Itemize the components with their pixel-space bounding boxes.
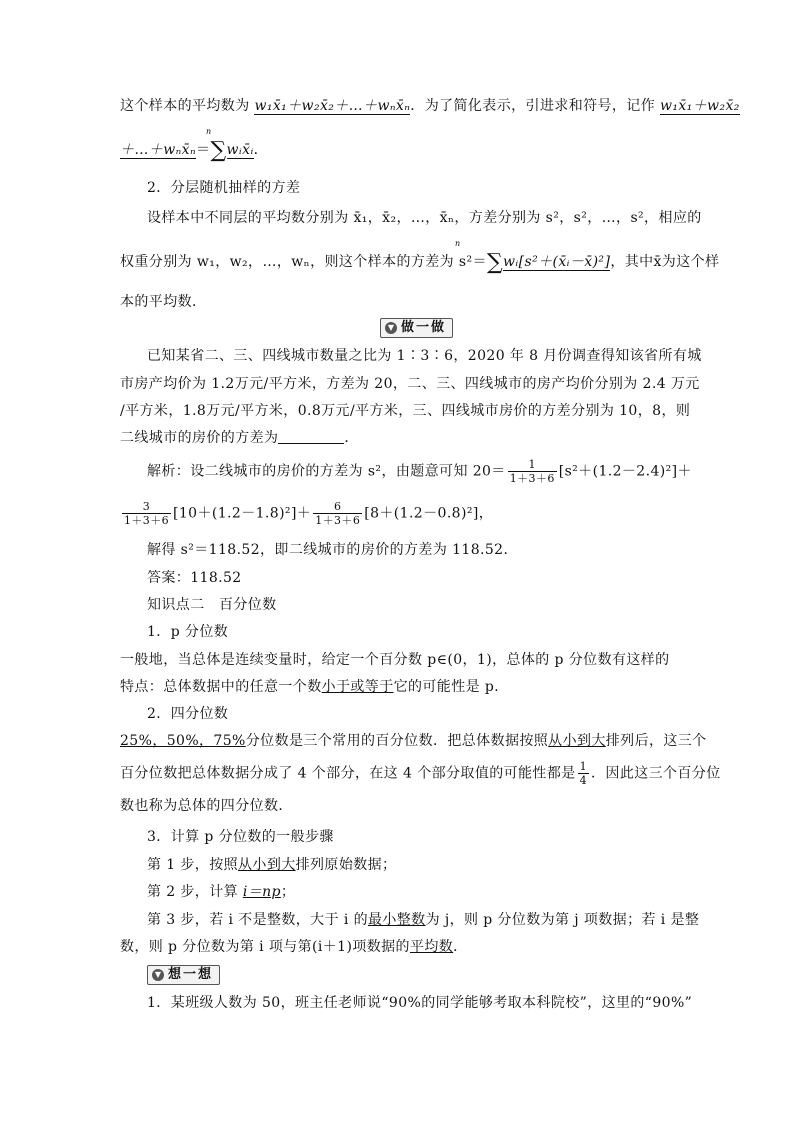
- chevron-down-icon: ▼: [152, 969, 164, 981]
- subheading-steps: 3．计算 p 分位数的一般步骤: [147, 829, 334, 845]
- formula-sum-part: ＋…＋wₙx̄ₙ: [120, 142, 197, 158]
- line-variance-2: [120, 239, 720, 276]
- subheading-quartiles: 2．四分位数: [147, 706, 229, 722]
- badge-label: 做一做: [401, 320, 447, 335]
- answer-blank: [278, 429, 344, 444]
- text: ．因此这三个百分位: [591, 765, 721, 782]
- text: 权重分别为 w₁，w₂，…，wₙ，则这个样本的方差为 s²＝: [120, 254, 487, 270]
- text: [s²＋(1.2－2.4)²]＋: [558, 463, 692, 480]
- text: 百分位数把总体数据分成了 4 个部分，在这 4 个部分取值的可能性都是: [120, 765, 576, 782]
- fraction-denominator: 1＋3＋6: [124, 514, 169, 527]
- fraction-numerator: 1: [508, 458, 557, 472]
- chevron-down-icon: ▼: [385, 322, 397, 334]
- underlined-term: 平均数: [409, 939, 454, 955]
- fraction-denominator: 4: [579, 774, 588, 787]
- text: [8＋(1.2－0.8)²]，: [364, 505, 494, 522]
- underlined-formula: i＝np: [242, 884, 281, 900]
- equals: ＝: [196, 142, 211, 158]
- quartile-line-2: [120, 760, 721, 788]
- text: ．: [253, 142, 269, 158]
- text: ．: [344, 430, 359, 446]
- text: 它的可能性是 p．: [393, 679, 509, 695]
- formula-variance: wᵢ[s²＋(x̄ᵢ－x̄)²]: [503, 254, 611, 270]
- quantile-line-2: [120, 677, 678, 697]
- text: 二线城市的房价的方差为: [120, 430, 279, 446]
- solution-line-1: [147, 458, 692, 488]
- text: 为 j，则 p 分位数为第 j 项数据；若 i 是整: [425, 912, 700, 928]
- step-3-continued: [120, 937, 678, 957]
- underlined-term: 25%，50%，75%: [120, 733, 246, 749]
- sum-upper-limit: n: [455, 239, 461, 248]
- sigma-symbol: ∑: [210, 138, 227, 163]
- badge-think-about-it: [147, 965, 220, 985]
- quartile-line-3: 数也称为总体的四分位数．: [120, 798, 293, 814]
- problem-line-2: 市房产均价为 1.2万元/平方米，方差为 20，二、三、四线城市的房产均价分别为 2.4 万元: [120, 376, 700, 392]
- fraction-numerator: 3: [122, 500, 171, 514]
- fraction: [313, 500, 362, 527]
- text: 排列原始数据；: [295, 857, 397, 873]
- line-mean-formula: [120, 96, 740, 116]
- text: 解析：设二线城市的房价的方差为 s²，由题意可知 20＝: [147, 463, 506, 480]
- underlined-term: 小于或等于: [321, 679, 394, 695]
- quartile-line-1: [120, 731, 707, 751]
- text: 分位数是三个常用的百分位数．把总体数据按照: [245, 733, 549, 749]
- problem-line-4: [120, 428, 678, 448]
- underlined-term: 从小到大: [548, 733, 606, 749]
- text: 第 1 步，按照: [147, 857, 239, 873]
- fraction: [508, 458, 557, 485]
- formula-summand: wᵢx̄ᵢ: [226, 142, 254, 158]
- sigma-symbol: ∑: [486, 250, 504, 275]
- step-1: [147, 855, 678, 875]
- answer-line: 答案：118.52: [147, 570, 242, 586]
- text: ，其中x̄为这个样: [610, 254, 720, 270]
- heading-knowledge-point-2: 知识点二 百分位数: [147, 597, 277, 613]
- badge-label: 想一想: [168, 967, 214, 982]
- fraction: [122, 500, 171, 527]
- underlined-term: 从小到大: [238, 857, 296, 873]
- text: 第 3 步，若 i 不是整数，大于 i 的: [147, 912, 368, 928]
- fraction-numerator: 1: [579, 760, 588, 773]
- text: 这个样本的平均数为: [120, 98, 255, 114]
- solution-line-3: 解得 s²＝118.52，即二线城市的房价的方差为 118.52．: [147, 542, 518, 558]
- text: 特点：总体数据中的任意一个数: [120, 679, 322, 695]
- step-2: [147, 882, 678, 902]
- sum-upper-limit: n: [206, 127, 212, 136]
- formula-mean: w₁x̄₁＋w₂x̄₂＋…＋wₙx̄ₙ: [254, 98, 411, 114]
- fraction-denominator: 1＋3＋6: [509, 472, 555, 485]
- text: ．为了简化表示，引进求和符号，记作: [410, 98, 660, 114]
- formula-sum-part: w₁x̄₁＋w₂x̄₂: [659, 98, 740, 114]
- line-variance-1: 设样本中不同层的平均数分别为 x̄₁，x̄₂，…，x̄ₙ，方差分别为 s²，s²，…，s²，相应的: [147, 210, 702, 226]
- fraction-numerator: 6: [313, 500, 362, 514]
- question-line-1: 1．某班级人数为 50，班主任老师说“90%的同学能够考取本科院校”，这里的“90%”: [147, 995, 693, 1011]
- subheading-stratified-variance: 2．分层随机抽样的方差: [147, 180, 301, 196]
- problem-line-3: /平方米，1.8万元/平方米，0.8万元/平方米，三、四线城市房价的方差分别为 10，8，则: [120, 403, 691, 419]
- problem-line-1: 已知某省二、三、四线城市数量之比为 1∶3∶6，2020 年 8 月份调查得知该省所有城: [147, 348, 702, 364]
- fraction: [578, 760, 589, 787]
- text: [10＋(1.2－1.8)²]＋: [173, 505, 312, 522]
- text: 排列后，这三个: [605, 733, 707, 749]
- line-sum-notation: [120, 127, 678, 164]
- line-variance-3: 本的平均数．: [120, 294, 207, 310]
- text: 第 2 步，计算: [147, 884, 243, 900]
- fraction-denominator: 1＋3＋6: [315, 514, 361, 527]
- subheading-p-quantile: 1．p 分位数: [147, 624, 229, 640]
- quantile-line-1: 一般地，当总体是连续变量时，给定一个百分数 p∈(0，1)，总体的 p 分位数有这样的: [120, 652, 670, 668]
- step-3: [147, 910, 700, 930]
- text: ．: [453, 939, 468, 955]
- text: ；: [280, 884, 296, 900]
- underlined-term: 最小整数: [367, 912, 426, 928]
- badge-try-it: [380, 318, 453, 338]
- solution-line-2: [120, 500, 678, 530]
- text: 数，则 p 分位数为第 i 项与第(i＋1)项数据的: [120, 939, 410, 955]
